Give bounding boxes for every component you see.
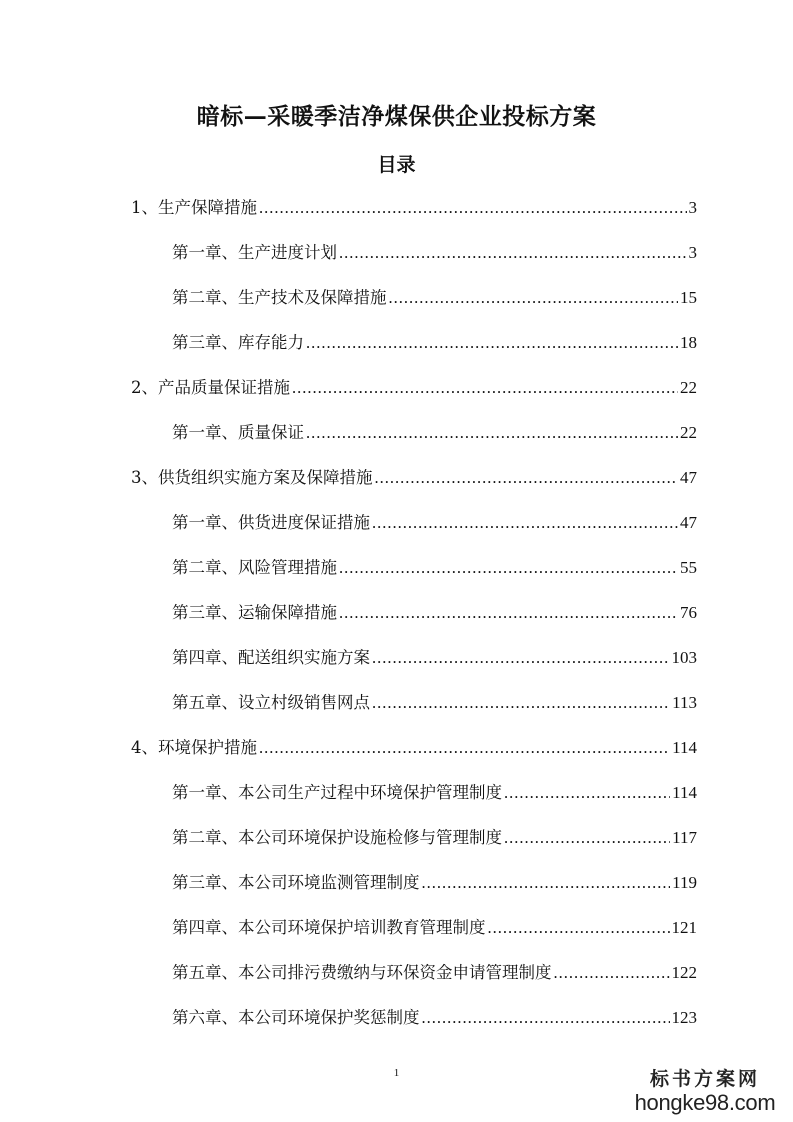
toc-entry-label: 第二章、本公司环境保护设施检修与管理制度 [172,828,502,847]
toc-entry-label: 4、环境保护措施 [131,738,257,757]
toc-entry-page: 18 [680,333,697,352]
toc-entry-label: 2、产品质量保证措施 [131,378,290,397]
toc-entry-page: 121 [671,918,697,937]
toc-leader-dots [292,378,678,398]
toc-entry-label: 第二章、风险管理措施 [172,558,337,577]
toc-entry-label: 第六章、本公司环境保护奖惩制度 [172,1008,420,1027]
toc-leader-dots [504,828,670,848]
toc-entry-label: 第三章、运输保障措施 [172,603,337,622]
toc-entry-page: 55 [680,558,697,577]
toc-entry-label: 第三章、本公司环境监测管理制度 [172,873,420,892]
toc-leader-dots [339,243,687,263]
watermark-logo [625,1067,785,1115]
toc-entry[interactable] [172,419,697,447]
watermark-url: hongke98.com [634,1090,776,1115]
toc-entry-label: 第一章、质量保证 [172,423,304,442]
toc-entry[interactable] [172,824,697,852]
toc-entry-page: 122 [671,963,697,982]
toc-leader-dots [389,288,679,308]
toc-entry[interactable] [131,374,697,402]
toc-entry[interactable] [172,239,697,267]
toc-entry-label: 第二章、生产技术及保障措施 [172,288,387,307]
toc-leader-dots [339,558,678,578]
toc-entry-label: 第三章、库存能力 [172,333,304,352]
toc-entry-page: 103 [671,648,697,667]
toc-entry-page: 114 [672,783,697,802]
toc-entry-page: 76 [680,603,697,622]
toc-entry[interactable] [172,1004,697,1032]
toc-entry-page: 22 [680,423,697,442]
toc-entry[interactable] [172,914,697,942]
toc-entry[interactable] [172,779,697,807]
toc-entry-label: 第四章、配送组织实施方案 [172,648,370,667]
toc-heading: 目录 [377,154,416,176]
page-number: 1 [393,1067,400,1079]
toc-leader-dots [375,468,679,488]
toc-entry-label: 第五章、本公司排污费缴纳与环保资金申请管理制度 [172,963,552,982]
toc-entry-label: 1、生产保障措施 [131,198,257,217]
toc-entry[interactable] [172,284,697,312]
toc-entry-label: 3、供货组织实施方案及保障措施 [131,468,373,487]
toc-entry[interactable] [172,689,697,717]
toc-entry[interactable] [172,509,697,537]
toc-leader-dots [372,648,670,668]
toc-leader-dots [488,918,670,938]
toc-entry-page: 47 [680,513,697,532]
toc-entry-label: 第四章、本公司环境保护培训教育管理制度 [172,918,486,937]
toc-entry-label: 第五章、设立村级销售网点 [172,693,370,712]
toc-entry-page: 113 [672,693,697,712]
toc-entry[interactable] [172,644,697,672]
toc-entry[interactable] [172,329,697,357]
toc-entry-label: 第一章、本公司生产过程中环境保护管理制度 [172,783,502,802]
toc-entry-page: 123 [671,1008,697,1027]
toc-leader-dots [259,198,687,218]
toc-entry[interactable] [172,554,697,582]
toc-entry-page: 22 [680,378,697,397]
toc-leader-dots [372,513,678,533]
toc-entry-page: 119 [672,873,697,892]
toc-entry[interactable] [131,464,697,492]
toc-entry[interactable] [172,599,697,627]
toc-entry[interactable] [131,734,697,762]
toc-entry-page: 15 [680,288,697,307]
toc-entry-page: 3 [688,243,697,262]
toc-entry[interactable] [172,959,697,987]
toc-entry-page: 47 [680,468,697,487]
toc-leader-dots [306,333,678,353]
toc-entry-page: 114 [672,738,697,757]
toc-leader-dots [554,963,670,983]
toc-leader-dots [372,693,670,713]
toc-leader-dots [504,783,670,803]
document-title: 暗标—采暖季洁净煤保供企业投标方案 [196,103,597,130]
toc-entry[interactable] [131,194,697,222]
watermark-name: 标书方案网 [649,1068,760,1090]
toc-leader-dots [422,873,671,893]
toc-leader-dots [422,1008,670,1028]
toc-entry-page: 117 [672,828,697,847]
toc-entry[interactable] [172,869,697,897]
toc-entry-page: 3 [688,198,697,217]
toc-leader-dots [339,603,678,623]
toc-leader-dots [259,738,670,758]
toc-entry-label: 第一章、生产进度计划 [172,243,337,262]
toc-entry-label: 第一章、供货进度保证措施 [172,513,370,532]
toc-leader-dots [306,423,678,443]
